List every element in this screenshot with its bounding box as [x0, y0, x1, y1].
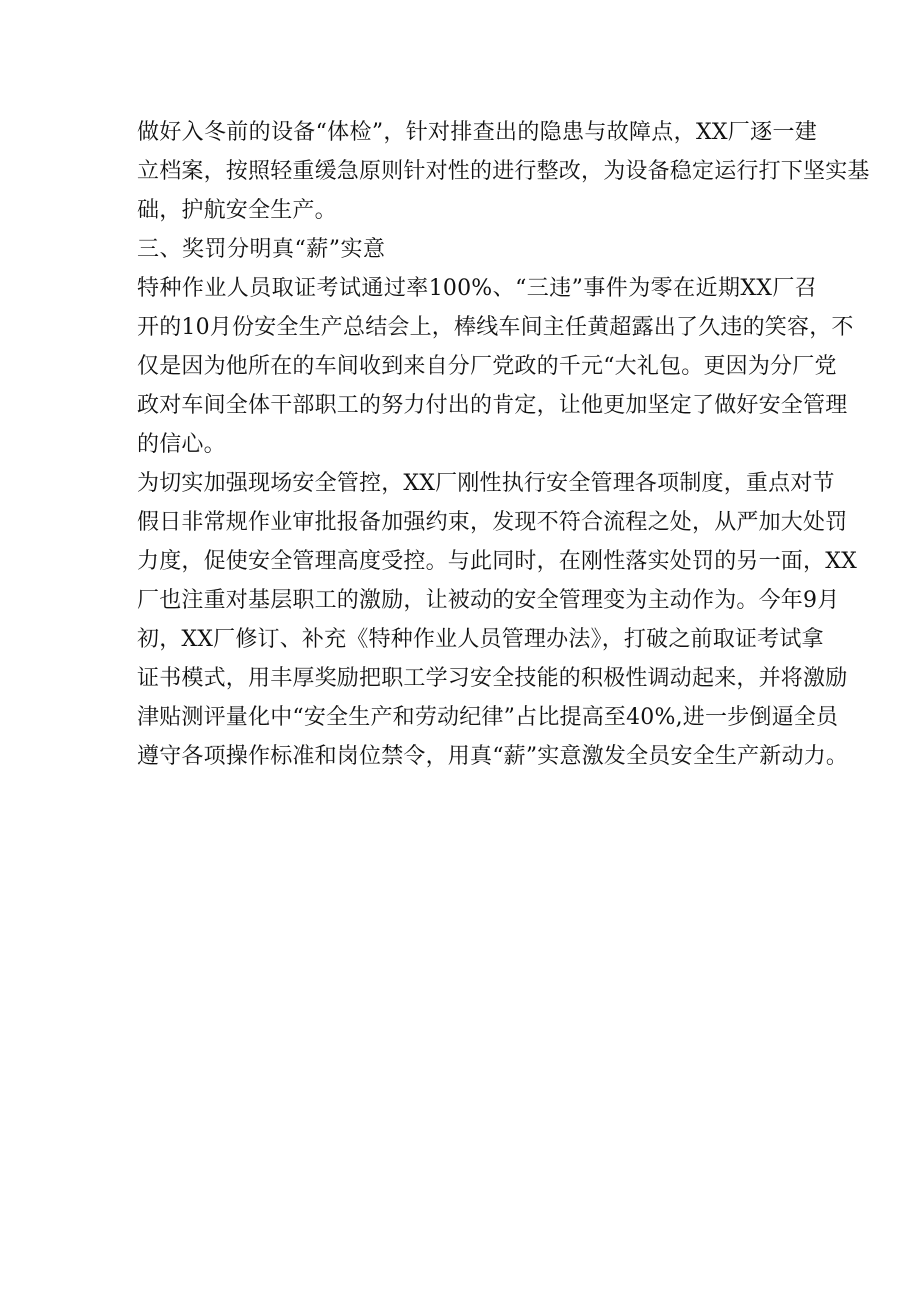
paragraph-safety-control	[137, 464, 857, 776]
section-heading: 三、奖罚分明真“薪”实意	[137, 237, 386, 262]
text-line: 础，护航安全生产。	[137, 198, 337, 223]
text-line: 津贴测评量化中“安全生产和劳动纪律”占比提高至40%,进一步倒逼全员	[137, 705, 839, 730]
text-line: 厂也注重对基层职工的激励，让被动的安全管理变为主动作为。今年9月	[137, 588, 840, 613]
text-line: 力度，促使安全管理高度受控。与此同时，在刚性落实处罚的另一面，XX	[137, 549, 857, 574]
text-line: 遵守各项操作标准和岗位禁令，用真“薪”实意激发全员安全生产新动力。	[137, 744, 849, 769]
document-body	[137, 113, 870, 776]
text-line: 假日非常规作业审批报备加强约束，发现不符合流程之处，从严加大处罚	[137, 510, 848, 535]
text-line: 做好入冬前的设备“体检”，针对排查出的隐患与故障点，XX厂逐一建	[137, 120, 817, 145]
text-line: 开的10月份安全生产总结会上，棒线车间主任黄超露出了久违的笑容，不	[137, 315, 854, 340]
text-line: 政对车间全体干部职工的努力付出的肯定，让他更加坚定了做好安全管理	[137, 393, 848, 418]
text-line: 初，XX厂修订、补充《特种作业人员管理办法》，打破之前取证考试拿	[137, 627, 824, 652]
text-line: 证书模式，用丰厚奖励把职工学习安全技能的积极性调动起来，并将激励	[137, 666, 848, 691]
text-line: 为切实加强现场安全管控，XX厂刚性执行安全管理各项制度，重点对节	[137, 471, 835, 496]
text-line: 的信心。	[137, 432, 226, 457]
text-line: 立档案，按照轻重缓急原则针对性的进行整改，为设备稳定运行打下坚实基	[137, 159, 870, 184]
paragraph-safety-meeting	[137, 269, 854, 464]
paragraph-equipment-inspection	[137, 113, 870, 230]
text-line: 仅是因为他所在的车间收到来自分厂党政的千元“大礼包。更因为分厂党	[137, 354, 837, 379]
text-line: 特种作业人员取证考试通过率100%、“三违”事件为零在近期XX厂召	[137, 276, 817, 301]
